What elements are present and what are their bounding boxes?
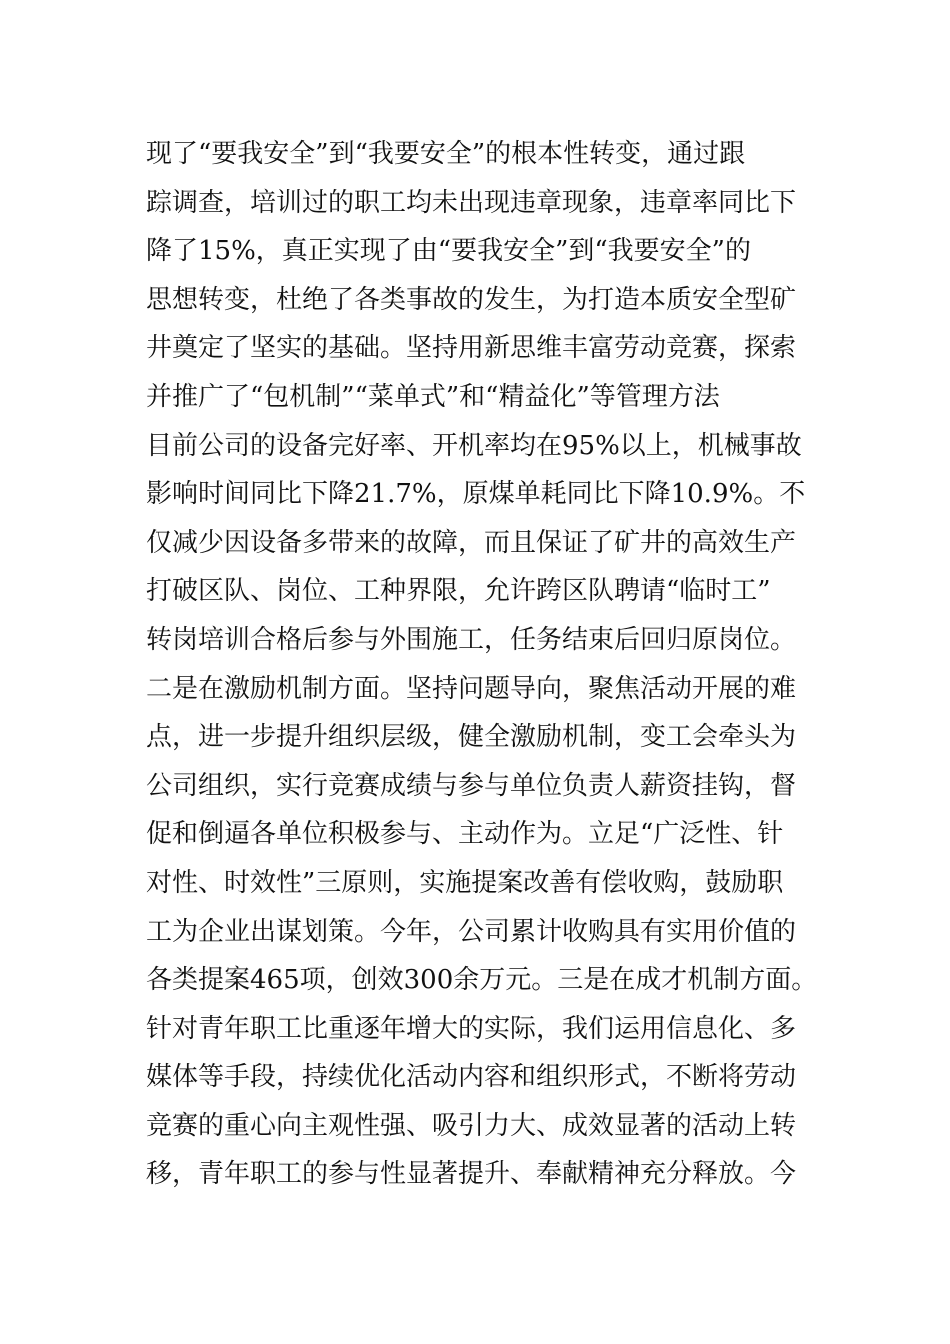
text-line: 影响时间同比下降21.7%，原煤单耗同比下降10.9%。不	[146, 479, 806, 510]
text-line: 降了15%，真正实现了由“要我安全”到“我要安全”的	[146, 236, 751, 267]
text-line: 工为企业出谋划策。今年，公司累计收购具有实用价值的	[146, 916, 797, 947]
text-line: 转岗培训合格后参与外围施工，任务结束后回归原岗位。	[146, 624, 797, 655]
text-line: 针对青年职工比重逐年增大的实际，我们运用信息化、多	[146, 1013, 797, 1044]
text-line: 并推广了“包机制”“菜单式”和“精益化”等管理方法	[146, 381, 720, 412]
text-line: 井奠定了坚实的基础。坚持用新思维丰富劳动竞赛，探索	[146, 333, 797, 364]
text-line: 各类提案465项，创效300余万元。三是在成才机制方面。	[146, 965, 818, 996]
text-line: 竞赛的重心向主观性强、吸引力大、成效显著的活动上转	[146, 1110, 797, 1141]
text-line: 仅减少因设备多带来的故障，而且保证了矿井的高效生产	[146, 527, 797, 558]
text-line: 二是在激励机制方面。坚持问题导向，聚焦活动开展的难	[146, 673, 797, 704]
text-line: 公司组织，实行竞赛成绩与参与单位负责人薪资挂钩，督	[146, 770, 797, 801]
text-line: 现了“要我安全”到“我要安全”的根本性转变，通过跟	[146, 139, 746, 169]
text-line: 媒体等手段，持续优化活动内容和组织形式，不断将劳动	[146, 1062, 797, 1093]
text-line: 打破区队、岗位、工种界限，允许跨区队聘请“临时工”	[146, 576, 771, 607]
text-line: 目前公司的设备完好率、开机率均在95%以上，机械事故	[146, 430, 802, 461]
text-line: 促和倒逼各单位积极参与、主动作为。立足“广泛性、针	[146, 819, 784, 850]
text-line: 对性、时效性”三原则，实施提案改善有偿收购，鼓励职	[146, 867, 784, 898]
text-line: 移，青年职工的参与性显著提升、奉献精神充分释放。今	[146, 1159, 797, 1190]
body-text	[146, 130, 826, 1199]
text-line: 点，进一步提升组织层级，健全激励机制，变工会牵头为	[146, 722, 797, 753]
text-line: 思想转变，杜绝了各类事故的发生，为打造本质安全型矿	[146, 284, 797, 315]
text-line: 踪调查，培训过的职工均未出现违章现象，违章率同比下	[146, 187, 797, 218]
